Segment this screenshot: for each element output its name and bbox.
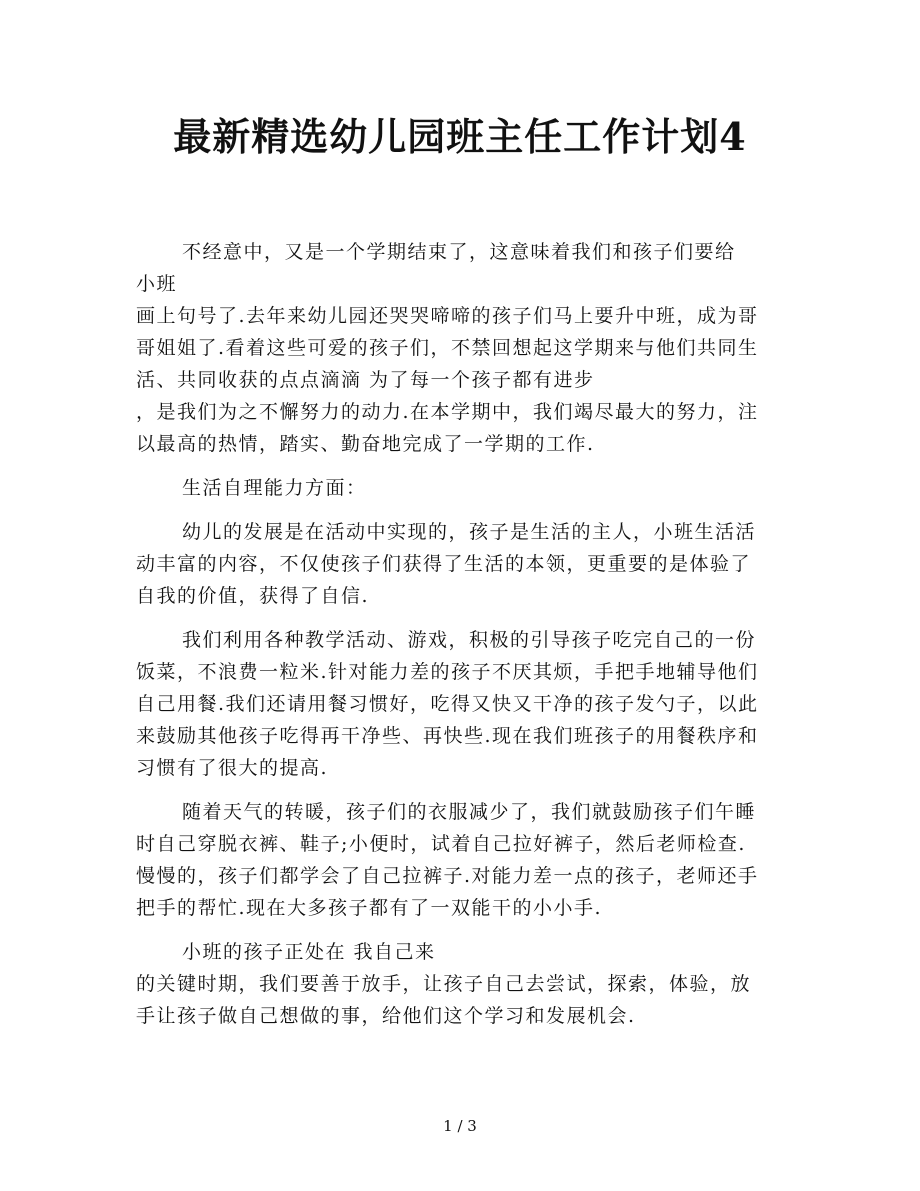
text-line: 慢慢的，孩子们都学会了自己拉裤子.对能力差一点的孩子，老师还手 xyxy=(136,865,759,887)
text-line: 小班的孩子正处在 我自己来 xyxy=(182,941,436,963)
document-title: 最新精选幼儿园班主任工作计划4 xyxy=(173,114,747,159)
text-line: 我们利用各种教学活动、游戏，积极的引导孩子吃完自己的一份 xyxy=(182,629,757,651)
paragraph-independence xyxy=(136,936,786,1032)
text-line: 幼儿的发展是在活动中实现的，孩子是生活的主人，小班生活活 xyxy=(182,521,757,543)
text-line: 来鼓励其他孩子吃得再干净些、再快些.现在我们班孩子的用餐秩序和 xyxy=(136,725,759,747)
text-line: 小班 xyxy=(136,273,178,295)
text-line: 习惯有了很大的提高. xyxy=(136,757,329,779)
text-line: ，是我们为之不懈努力的动力.在本学期中，我们竭尽最大的努力，注 xyxy=(136,401,759,423)
text-line: 手让孩子做自己想做的事，给他们这个学习和发展机会. xyxy=(136,1005,636,1027)
paragraph-intro xyxy=(136,236,786,460)
text-line: 自己用餐.我们还请用餐习惯好，吃得又快又干净的孩子发勺子，以此 xyxy=(136,693,759,715)
paragraph-meals xyxy=(136,624,786,784)
text-line: 自我的价值，获得了自信. xyxy=(136,585,370,607)
text-line: 以最高的热情，踏实、勤奋地完成了一学期的工作. xyxy=(136,433,595,455)
text-line: 生活自理能力方面： xyxy=(182,477,367,499)
text-line: 活、共同收获的点点滴滴 为了每一个孩子都有进步 xyxy=(136,369,595,391)
text-line: 饭菜，不浪费一粒米.针对能力差的孩子不厌其烦，手把手地辅导他们 xyxy=(136,661,759,683)
section-heading-self-care xyxy=(136,472,786,504)
text-line: 画上句号了.去年来幼儿园还哭哭啼啼的孩子们马上要升中班，成为哥 xyxy=(136,305,759,327)
text-line: 不经意中，又是一个学期结束了，这意味着我们和孩子们要给 xyxy=(182,241,736,263)
paragraph-development xyxy=(136,516,786,612)
document-body xyxy=(136,236,786,1044)
text-line: 的关键时期，我们要善于放手，让孩子自己去尝试，探索，体验，放 xyxy=(136,973,752,995)
paragraph-dressing xyxy=(136,796,786,924)
text-line: 时自己穿脱衣裤、鞋子;小便时，试着自己拉好裤子，然后老师检查. xyxy=(136,833,746,855)
text-line: 随着天气的转暖，孩子们的衣服减少了，我们就鼓励孩子们午睡 xyxy=(182,801,757,823)
text-line: 哥姐姐了.看着这些可爱的孩子们，不禁回想起这学期来与他们共同生 xyxy=(136,337,759,359)
text-line: 动丰富的内容，不仅使孩子们获得了生活的本领，更重要的是体验了 xyxy=(136,553,752,575)
text-line: 把手的帮忙.现在大多孩子都有了一双能干的小小手. xyxy=(136,897,603,919)
page-number: 1 / 3 xyxy=(443,1117,477,1135)
